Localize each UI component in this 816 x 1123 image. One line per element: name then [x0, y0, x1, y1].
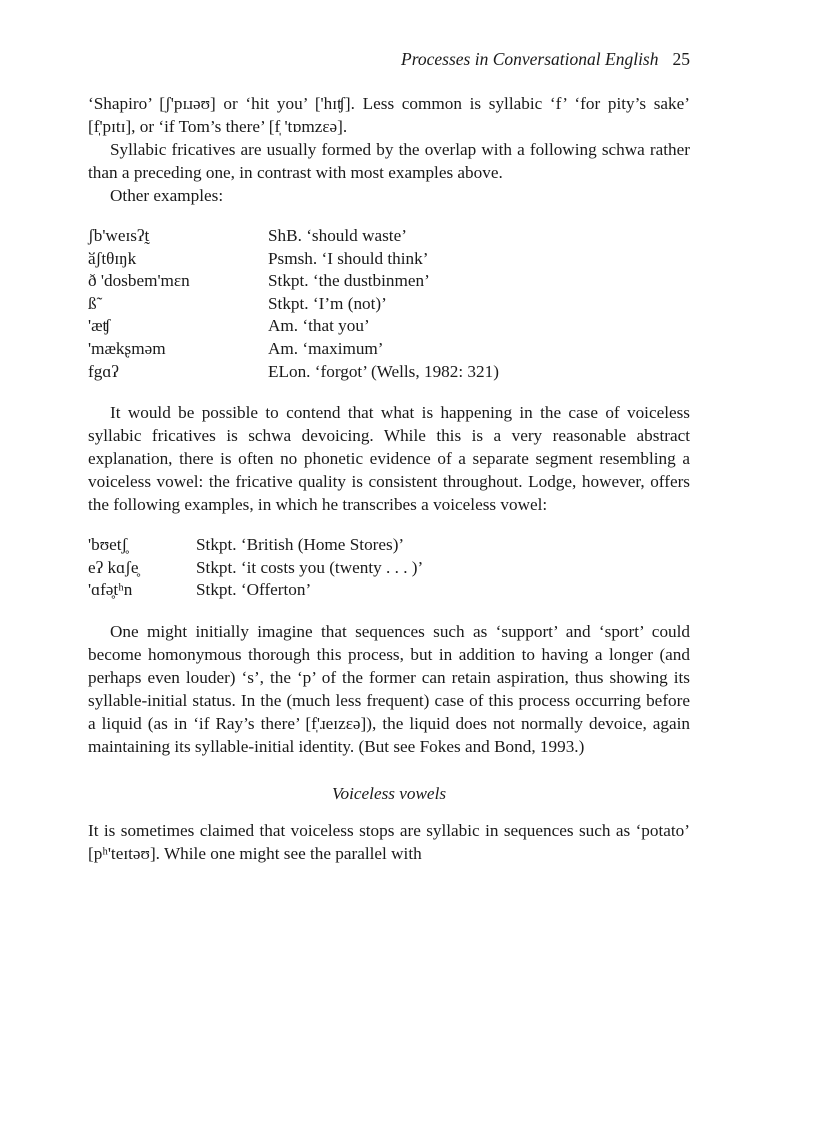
examples-table-2 [88, 534, 423, 602]
example-form: eʔ kɑʃe̥ [88, 557, 139, 577]
example-gloss: Stkpt. ‘I’m (not)’ [268, 293, 387, 313]
paragraph-support-sport: One might initially imagine that sequences such as ‘support’ and ‘sport’ could become homonymous thorough this process, but in addition to having a longer (and perhaps even louder) ‘s’, the ‘p’ of the former can retain aspiration, thus showing its syllable-initial status. In the (much less frequent) case of this process occurring before a liquid (as in ‘if Ray’s there’ [f̩'ɹeɪzɛə]), the liquid does not normally devoice, again maintaining its syllable-initial identity. (But see Fokes and Bond, 1993.) [88, 621, 690, 756]
paragraph-voiceless-vowels: It is sometimes claimed that voiceless stops are syllabic in sequences such as ‘potato’ [pʰ'teɪtəʊ]. While one might see the parallel with [88, 820, 690, 863]
section-heading: Voiceless vowels [331, 783, 447, 803]
example-row [88, 225, 499, 248]
example-gloss: Am. ‘maximum’ [268, 338, 384, 358]
example-row [88, 338, 499, 361]
example-row [88, 557, 423, 580]
example-gloss: ELon. ‘forgot’ (Wells, 1982: 321) [268, 361, 499, 381]
example-form: fgɑʔ [88, 361, 119, 381]
example-form: ß̃ [88, 293, 97, 313]
example-row [88, 293, 499, 316]
running-head [88, 48, 690, 76]
example-gloss: Stkpt. ‘it costs you (twenty . . . )’ [196, 557, 424, 577]
examples-table-1 [88, 225, 499, 383]
page-body [88, 48, 690, 865]
example-gloss: Stkpt. ‘British (Home Stores)’ [196, 535, 405, 555]
paragraph-syllabic-fricatives: Syllabic fricatives are usually formed by the overlap with a following schwa rather than a preceding one, in contrast with most examples above. [88, 140, 690, 182]
paragraph-schwa-devoicing: It would be possible to contend that what is happening in the case of voiceless syllabic fricatives is schwa devoicing. While this is a very reasonable abstract explanation, there is often no phonetic evidence of a separate segment resembling a voiceless vowel: the fricative quality is consistent throughout. Lodge, however, offers the following examples, in which he transcribes a voiceless vowel: [88, 403, 690, 515]
example-form: ʃb'weɪsʔt̰ [88, 226, 150, 245]
example-form: 'mækʂməm [88, 338, 166, 358]
example-form: 'ɑfə̥tʰn [88, 580, 133, 600]
example-row [88, 361, 499, 384]
example-form: 'bʊetʃ̥ [88, 535, 128, 555]
example-form: ð 'dosbem'mɛn [88, 271, 190, 291]
example-row [88, 248, 499, 271]
example-row [88, 270, 499, 293]
paragraph-continuation: ‘Shapiro’ [ʃ'pɪɹəʊ] or ‘hit you’ ['hɪʧ]. Less common is syllabic ‘f’ ‘for pity’s sake’ [f̩'pɪtɪ], or ‘if Tom’s there’ [f̩ 'tɒmzɛə]. [88, 94, 690, 136]
paragraph-other-examples: Other examples: [110, 186, 224, 205]
example-form: ӑʃtθɪŋk [88, 248, 137, 268]
running-head-title: Processes in Conversational English [401, 49, 659, 69]
example-form: 'æʧ [88, 316, 111, 336]
page-number: 25 [672, 49, 690, 69]
example-gloss: Stkpt. ‘Offerton’ [196, 580, 312, 600]
example-row [88, 534, 423, 557]
example-gloss: Stkpt. ‘the dustbinmen’ [268, 271, 430, 291]
example-row [88, 315, 499, 338]
example-row [88, 579, 423, 602]
example-gloss: Am. ‘that you’ [268, 316, 370, 336]
example-gloss: ShB. ‘should waste’ [268, 226, 407, 245]
example-gloss: Psmsh. ‘I should think’ [268, 248, 429, 268]
